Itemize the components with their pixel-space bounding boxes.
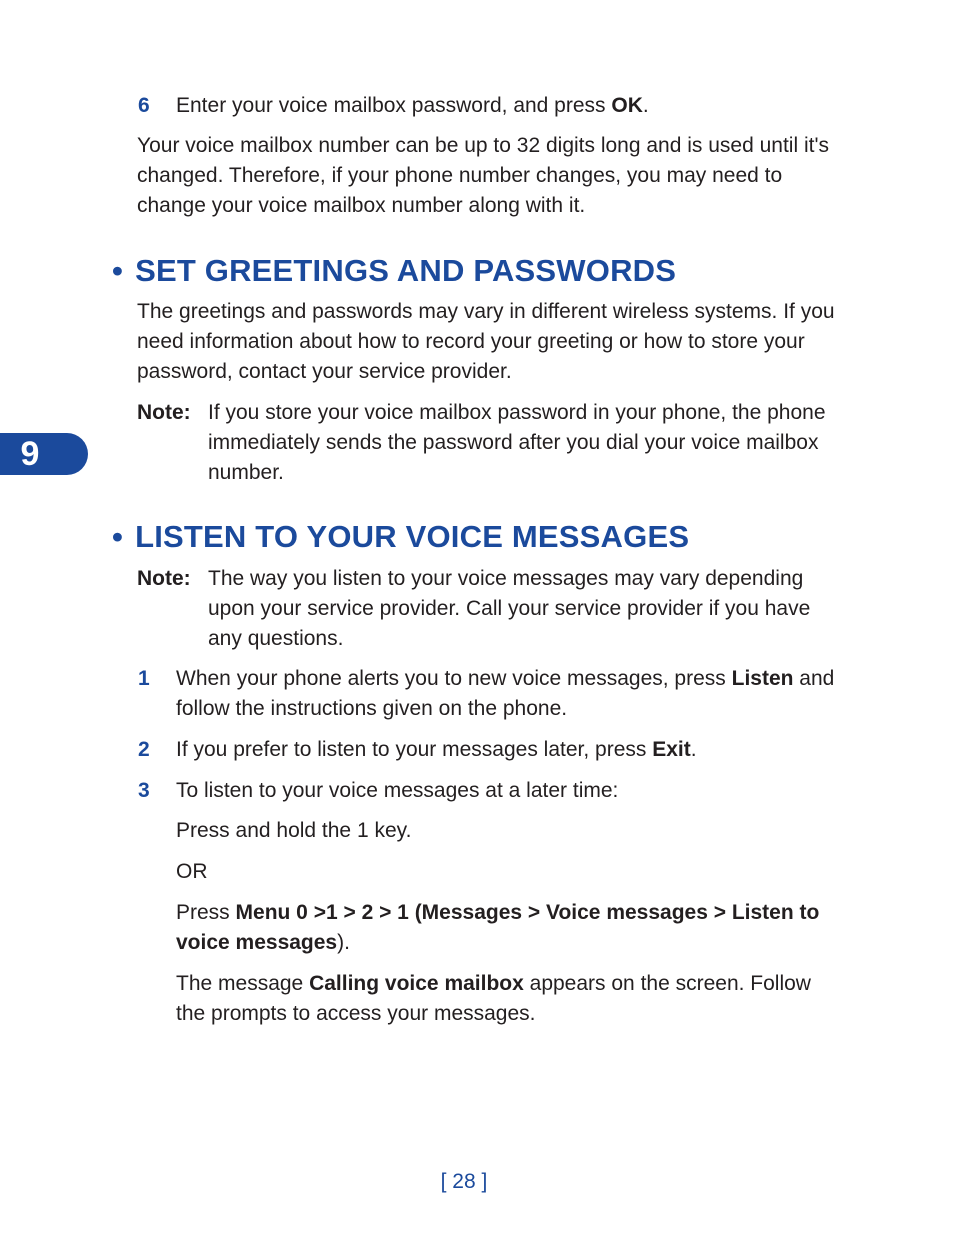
note-text: If you store your voice mailbox password in your phone, the phone immediately sends the password after you dial your voice mailbox number. [208, 401, 826, 484]
heading-bullet: • [112, 253, 124, 288]
heading-title: LISTEN TO YOUR VOICE MESSAGES [135, 519, 690, 554]
step-6-text-pre: Enter your voice mailbox password, and press [176, 94, 612, 117]
step-3-text: To listen to your voice messages at a later time: [176, 779, 619, 802]
heading-bullet: • [112, 519, 124, 554]
chapter-tab: 9 [0, 433, 88, 475]
step-1-text-post: and follow the instructions given on the phone. [176, 667, 835, 720]
step-1-number: 1 [138, 667, 150, 690]
section-heading-listen [112, 519, 689, 555]
message-line [176, 969, 836, 1029]
step-6-ok-key: OK [611, 94, 643, 117]
intro-paragraph: Your voice mailbox number can be up to 32 digits long and is used until it's changed. Therefore, if your phone number changes, you may need to change your voice mailbox number along with it. [137, 134, 829, 217]
press-menu-line [176, 898, 836, 958]
step-6-text-post: . [642, 94, 649, 117]
heading-title: SET GREETINGS AND PASSWORDS [135, 253, 677, 288]
message-line-post: appears on the screen. Follow the prompts to access your messages. [176, 972, 811, 1025]
step-1-text-pre: When your phone alerts you to new voice messages, press [176, 667, 732, 690]
press-hold-line: Press and hold the 1 key. [176, 819, 412, 842]
step-6-text [176, 91, 836, 121]
step-1-text [176, 664, 836, 724]
step-2-text-post: . [690, 738, 697, 761]
section-heading-greetings [112, 253, 676, 289]
step-6-number: 6 [138, 94, 150, 117]
step-2-text-pre: If you prefer to listen to your messages later, press [176, 738, 653, 761]
note-label: Note: [137, 401, 191, 424]
page-number: [ 28 ] [440, 1170, 488, 1193]
greetings-paragraph: The greetings and passwords may vary in different wireless systems. If you need information about how to record your greeting or how to store your password, contact your service provider. [137, 300, 835, 383]
note-label: Note: [137, 567, 191, 590]
message-line-pre: The message [176, 972, 310, 995]
note-text: The way you listen to your voice messages may vary depending upon your service provider. Call your service provider if you have any questions. [208, 567, 811, 650]
step-1-listen-key: Listen [731, 667, 794, 690]
menu-path: Menu 0 >1 > 2 > 1 (Messages > Voice messages > Listen to voice messages [176, 901, 820, 954]
calling-voice-mailbox: Calling voice mailbox [309, 972, 524, 995]
press-menu-post: ). [337, 931, 350, 954]
step-3-number: 3 [138, 779, 150, 802]
press-menu-pre: Press [176, 901, 236, 924]
step-2-exit-key: Exit [652, 738, 691, 761]
step-2-text [176, 735, 836, 765]
or-line: OR [176, 860, 208, 883]
step-2-number: 2 [138, 738, 150, 761]
